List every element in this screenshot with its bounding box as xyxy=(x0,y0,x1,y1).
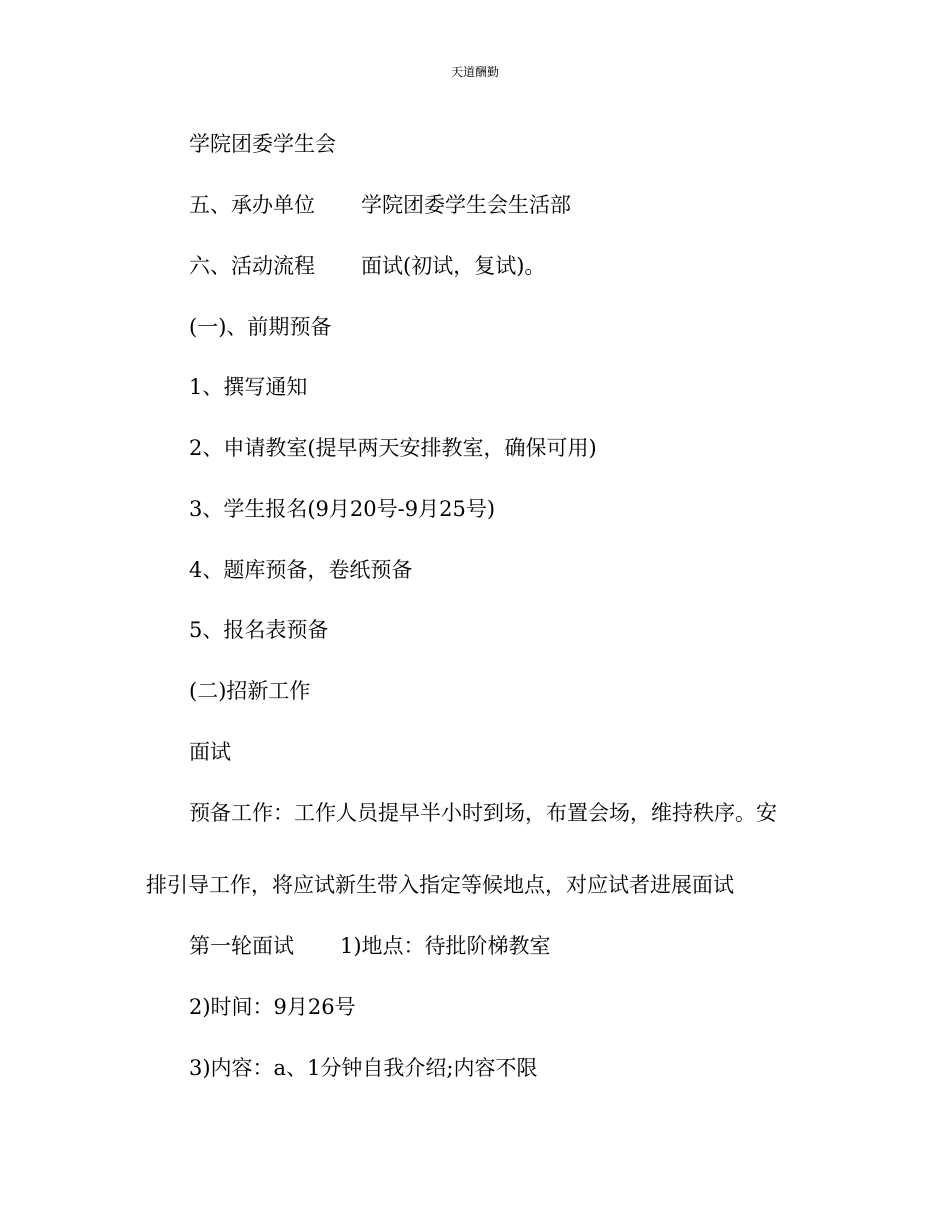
list-item: 1、撰写通知 xyxy=(189,375,308,399)
line-label: 六、活动流程 xyxy=(189,254,315,278)
line-label: 五、承办单位 xyxy=(189,193,315,217)
subheading-interview: 面试 xyxy=(189,740,231,764)
section-heading-preparation: (一)、前期预备 xyxy=(189,315,332,339)
list-item: 5、报名表预备 xyxy=(189,618,329,642)
paragraph-line: 预备工作：工作人员提早半小时到场，布置会场，维持秩序。安 xyxy=(189,801,777,825)
list-item: 2)时间：9月26号 xyxy=(189,995,356,1019)
body-line-organizer: 学院团委学生会 xyxy=(189,132,336,156)
list-item: 4、题库预备，卷纸预备 xyxy=(189,558,413,582)
line-label: 第一轮面试 xyxy=(189,934,294,958)
list-item: 3)内容：a、1分钟自我介绍;内容不限 xyxy=(189,1056,538,1080)
section-heading-recruitment: (二)招新工作 xyxy=(189,679,311,703)
body-line-first-round xyxy=(189,932,551,960)
list-item: 2、申请教室(提早两天安排教室，确保可用) xyxy=(189,436,597,460)
line-value: 面试(初试，复试)。 xyxy=(361,254,546,278)
page-header: 天道酬勤 xyxy=(450,65,499,79)
body-line-host-unit xyxy=(189,191,571,219)
line-value: 1)地点：待批阶梯教室 xyxy=(340,934,551,958)
body-line-activity-flow xyxy=(189,252,545,280)
list-item: 3、学生报名(9月20号-9月25号) xyxy=(189,497,496,521)
paragraph-line: 排引导工作，将应试新生带入指定等候地点，对应试者进展面试 xyxy=(146,873,734,897)
line-value: 学院团委学生会生活部 xyxy=(361,193,571,217)
